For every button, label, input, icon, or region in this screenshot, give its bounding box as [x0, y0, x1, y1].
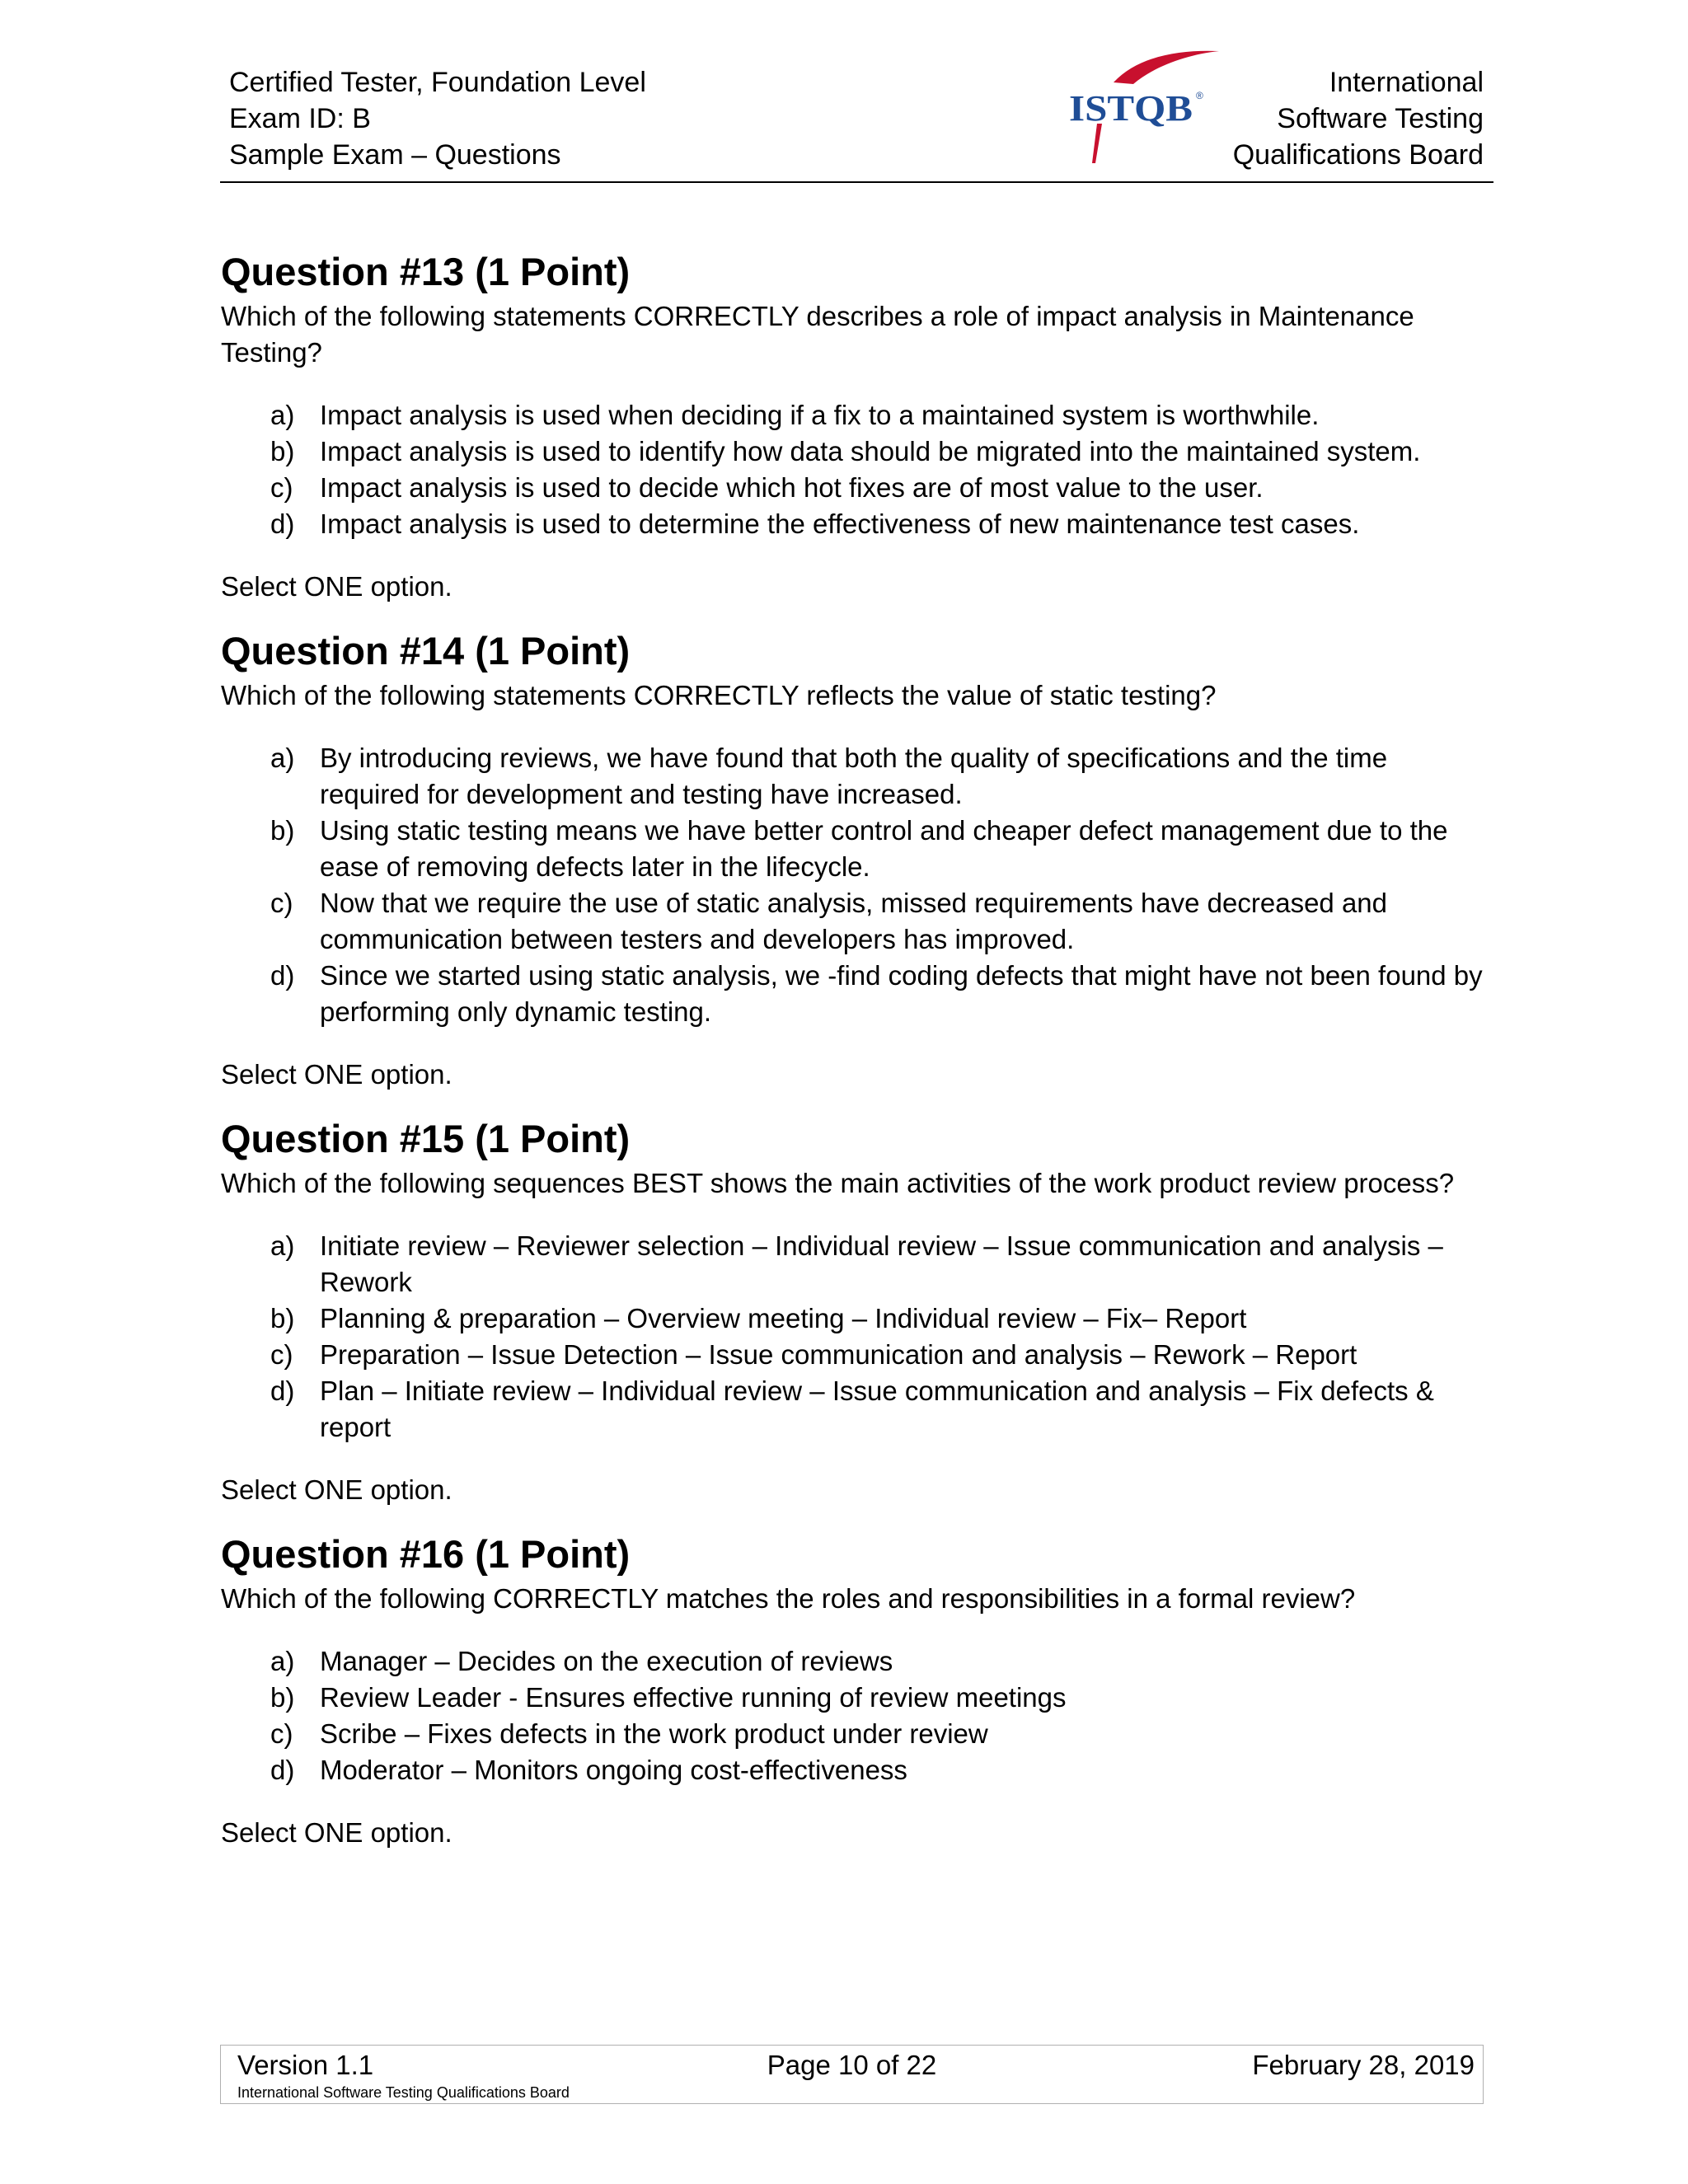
option-text: Planning & preparation – Overview meeting – Individual review – Fix– Report — [320, 1303, 1247, 1333]
select-instruction: Select ONE option. — [221, 1474, 452, 1505]
header-exam-id: Exam ID: B — [229, 103, 371, 134]
answer-option-c — [221, 1716, 1490, 1752]
answer-option-d — [221, 1752, 1490, 1788]
option-letter: c) — [270, 472, 293, 503]
option-text: Initiate review – Reviewer selection – Individual review – Issue communication and analysis – Rework — [320, 1230, 1443, 1297]
question-text: Which of the following statements CORRECTLY describes a role of impact analysis in Maintenance Testing? — [221, 301, 1414, 368]
answer-option-a — [221, 1228, 1490, 1301]
option-text: Scribe – Fixes defects in the work product under review — [320, 1718, 988, 1749]
header-document-info — [229, 64, 646, 173]
footer-organization: International Software Testing Qualifications Board — [237, 2084, 570, 2101]
header-document-type: Sample Exam – Questions — [229, 139, 561, 171]
option-letter: b) — [270, 436, 295, 466]
logo-registered-mark: ® — [1196, 90, 1203, 101]
header-org-line-3: Qualifications Board — [1232, 139, 1484, 171]
answer-options — [221, 397, 1490, 542]
option-text: Plan – Initiate review – Individual review – Issue communication and analysis – Fix defects & report — [320, 1376, 1434, 1442]
option-text: Impact analysis is used to determine the effectiveness of new maintenance test cases. — [320, 509, 1360, 539]
question-16 — [221, 1531, 1490, 1851]
header-organization — [1233, 64, 1484, 173]
logo-swoosh-icon — [1114, 51, 1219, 84]
answer-option-c — [221, 885, 1490, 958]
option-letter: b) — [270, 815, 295, 846]
answer-option-a — [221, 740, 1490, 813]
answer-options — [221, 740, 1490, 1030]
question-14 — [221, 628, 1490, 1093]
header-org-line-1: International — [1329, 67, 1484, 98]
option-text: Preparation – Issue Detection – Issue communication and analysis – Rework – Report — [320, 1339, 1357, 1370]
question-title: Question #13 (1 Point) — [221, 250, 631, 293]
header-divider — [220, 181, 1493, 183]
option-text: Impact analysis is used when deciding if a fix to a maintained system is worthwhile. — [320, 400, 1320, 430]
answer-option-d — [221, 1373, 1490, 1446]
option-letter: b) — [270, 1682, 295, 1713]
option-text: Using static testing means we have better control and cheaper defect management due to the ease of removing defects later in the lifecycle. — [320, 815, 1448, 882]
option-letter: a) — [270, 1230, 295, 1261]
option-text: Impact analysis is used to decide which hot fixes are of most value to the user. — [320, 472, 1264, 503]
select-instruction: Select ONE option. — [221, 571, 452, 602]
option-letter: d) — [270, 509, 295, 539]
option-letter: d) — [270, 1755, 295, 1785]
option-text: Now that we require the use of static analysis, missed requirements have decreased and communication between testers and developers has improved. — [320, 888, 1388, 954]
page-header — [220, 58, 1493, 183]
istqb-logo — [1064, 48, 1229, 171]
question-title: Question #16 (1 Point) — [221, 1532, 631, 1576]
logo-descender-icon — [1092, 124, 1102, 163]
option-text: By introducing reviews, we have found that both the quality of specifications and the time required for development and testing have increased. — [320, 743, 1388, 809]
question-text: Which of the following CORRECTLY matches the roles and responsibilities in a formal review? — [221, 1583, 1356, 1614]
answer-option-d — [221, 958, 1490, 1030]
question-text: Which of the following statements CORRECTLY reflects the value of static testing? — [221, 680, 1217, 710]
logo-text: ISTQB — [1069, 88, 1193, 129]
option-letter: c) — [270, 888, 293, 918]
option-text: Moderator – Monitors ongoing cost-effectiveness — [320, 1755, 907, 1785]
option-text: Since we started using static analysis, we -find coding defects that might have not been found by performing only dynamic testing. — [320, 960, 1483, 1027]
answer-option-b — [221, 434, 1490, 470]
option-letter: b) — [270, 1303, 295, 1333]
option-letter: a) — [270, 1646, 295, 1676]
question-list — [221, 249, 1490, 1851]
option-letter: a) — [270, 743, 295, 773]
question-text: Which of the following sequences BEST shows the main activities of the work product review process? — [221, 1168, 1455, 1198]
footer-page-number: Page 10 of 22 — [767, 2050, 937, 2080]
question-13 — [221, 249, 1490, 605]
question-title: Question #15 (1 Point) — [221, 1117, 631, 1160]
option-letter: c) — [270, 1718, 293, 1749]
option-text: Impact analysis is used to identify how data should be migrated into the maintained system. — [320, 436, 1421, 466]
option-text: Review Leader - Ensures effective running of review meetings — [320, 1682, 1067, 1713]
answer-option-c — [221, 470, 1490, 506]
option-letter: c) — [270, 1339, 293, 1370]
question-title: Question #14 (1 Point) — [221, 629, 631, 673]
header-org-line-2: Software Testing — [1277, 103, 1484, 134]
answer-option-b — [221, 1680, 1490, 1716]
answer-option-b — [221, 813, 1490, 885]
select-instruction: Select ONE option. — [221, 1059, 452, 1090]
option-letter: a) — [270, 400, 295, 430]
answer-options — [221, 1228, 1490, 1446]
select-instruction: Select ONE option. — [221, 1817, 452, 1848]
page-footer — [220, 2045, 1484, 2104]
header-certification-title: Certified Tester, Foundation Level — [229, 67, 646, 98]
answer-options — [221, 1643, 1490, 1788]
answer-option-a — [221, 1643, 1490, 1680]
answer-option-a — [221, 397, 1490, 434]
answer-option-b — [221, 1301, 1490, 1337]
answer-option-c — [221, 1337, 1490, 1373]
option-letter: d) — [270, 1376, 295, 1406]
option-text: Manager – Decides on the execution of reviews — [320, 1646, 893, 1676]
footer-date: February 28, 2019 — [1252, 2050, 1475, 2080]
question-15 — [221, 1116, 1490, 1508]
option-letter: d) — [270, 960, 295, 991]
answer-option-d — [221, 506, 1490, 542]
footer-version: Version 1.1 — [237, 2050, 374, 2080]
